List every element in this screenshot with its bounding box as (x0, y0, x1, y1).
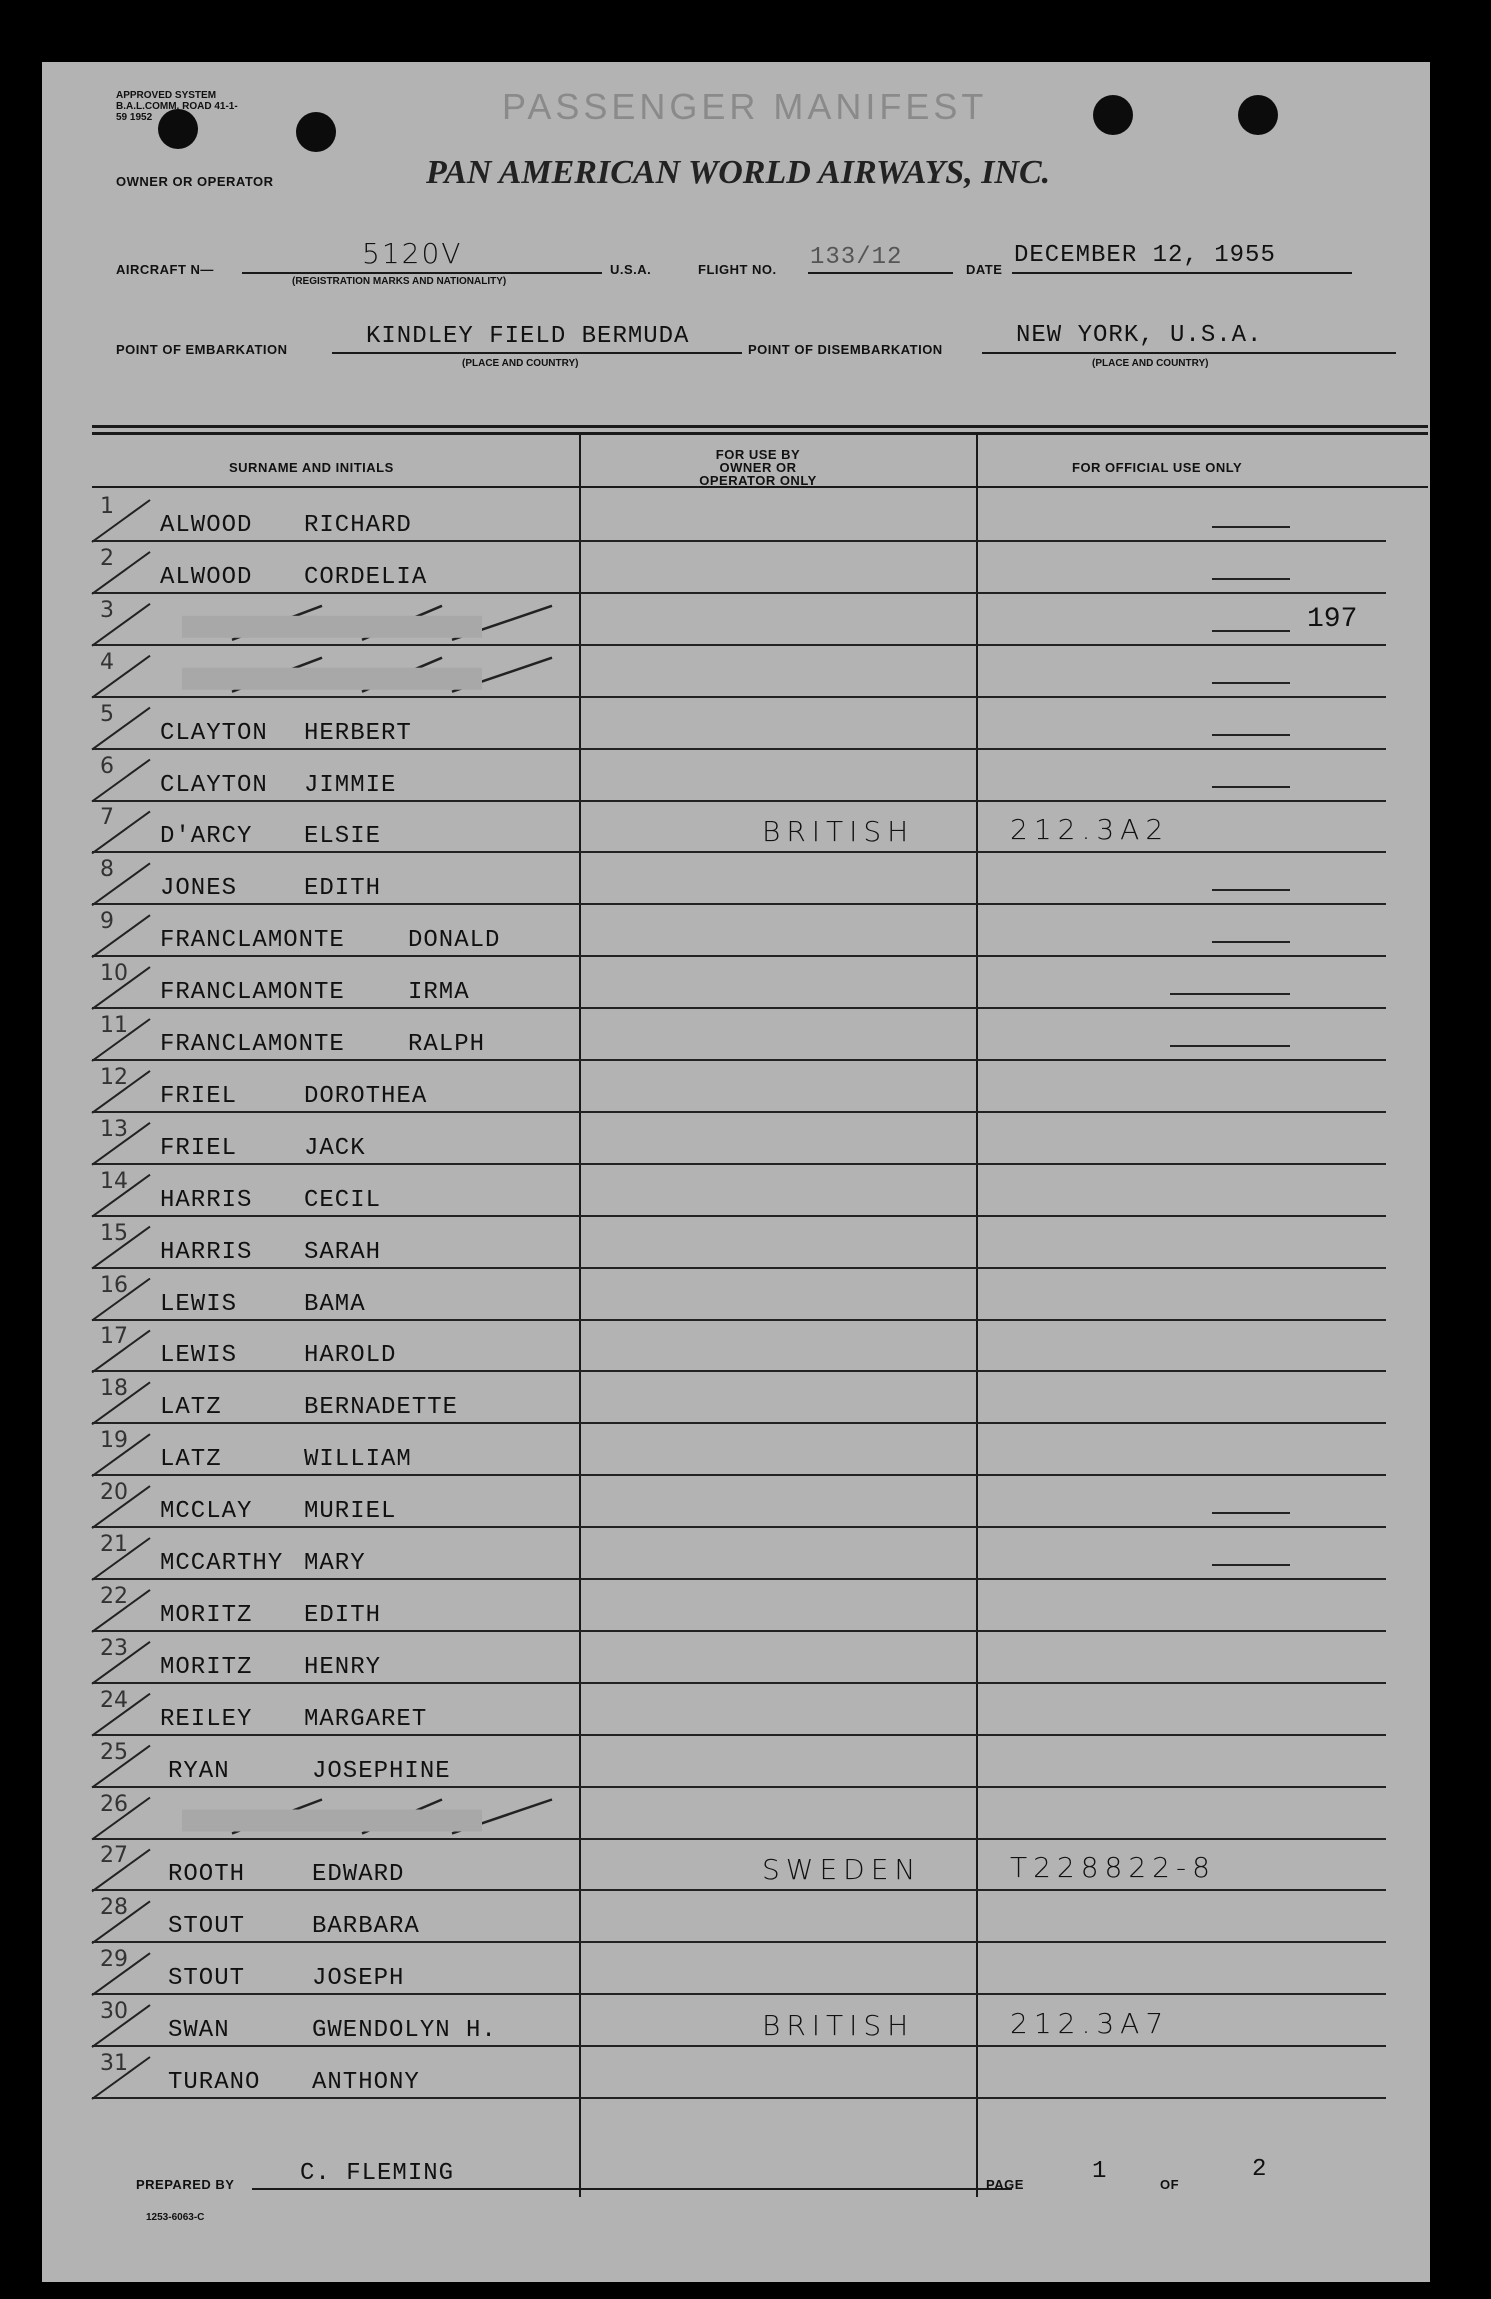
check-tick (92, 500, 150, 542)
check-tick (92, 1746, 150, 1788)
passenger-surname: SWAN (168, 2017, 230, 2045)
disembark-sublabel: (PLACE AND COUNTRY) (1092, 358, 1209, 369)
row-number: 20 (100, 1480, 128, 1506)
passenger-given-name: ELSIE (304, 823, 382, 851)
passenger-given-name: CECIL (304, 1186, 382, 1214)
airline-name: PAN AMERICAN WORLD AIRWAYS, INC. (426, 154, 1051, 191)
erased-entry (182, 616, 482, 638)
passenger-surname: HARRIS (160, 1186, 253, 1214)
check-tick (92, 1901, 150, 1943)
page-number: 1 (1092, 2158, 1108, 2185)
page-total: 2 (1252, 2156, 1268, 2183)
passenger-surname: HARRIS (160, 1238, 253, 1266)
passenger-surname: ALWOOD (160, 512, 253, 539)
date-label: DATE (966, 262, 1003, 277)
row-number: 10 (100, 961, 128, 987)
check-tick (92, 1849, 150, 1891)
aircraft-number: 5120V (362, 237, 463, 270)
embark-sublabel: (PLACE AND COUNTRY) (462, 358, 579, 369)
passenger-surname: STOUT (168, 1913, 246, 1941)
passenger-given-name: RICHARD (304, 512, 412, 539)
row-number: 14 (100, 1168, 128, 1194)
passenger-surname: FRANCLAMONTE (160, 927, 345, 955)
passenger-given-name: JOSEPH (312, 1965, 405, 1993)
erased-entry (182, 668, 482, 690)
passenger-given-name: GWENDOLYN H. (312, 2017, 497, 2045)
passenger-surname: MCCLAY (160, 1498, 253, 1526)
passenger-surname: STOUT (168, 1965, 246, 1993)
passenger-surname: D'ARCY (160, 823, 253, 851)
check-tick (92, 1123, 150, 1165)
passenger-given-name: ANTHONY (312, 2069, 420, 2096)
check-tick (92, 1382, 150, 1424)
row-number: 27 (100, 1843, 128, 1869)
passenger-surname: FRIEL (160, 1082, 238, 1110)
manifest-page (42, 62, 1430, 2282)
check-tick (92, 811, 150, 853)
check-tick (92, 1642, 150, 1684)
passenger-given-name: HERBERT (304, 719, 412, 747)
passenger-surname: MCCARTHY (160, 1550, 284, 1577)
check-tick (92, 1798, 150, 1840)
passenger-surname: CLAYTON (160, 771, 268, 799)
passenger-given-name: MARY (304, 1550, 366, 1577)
check-tick (92, 1953, 150, 1995)
nationality-entry: SWEDEN (762, 1853, 922, 1887)
row-number: 19 (100, 1428, 128, 1454)
row-number: 28 (100, 1895, 128, 1921)
passenger-given-name: DONALD (408, 927, 501, 955)
row-number: 4 (100, 649, 114, 675)
check-tick (92, 656, 150, 698)
approval-stamp: APPROVED SYSTEM B.A.L.COMM. ROAD 41-1-59 1952 (116, 90, 238, 123)
check-tick (92, 552, 150, 594)
row-number: 25 (100, 1739, 128, 1765)
nationality-entry: BRITISH (762, 815, 915, 849)
check-tick (92, 1330, 150, 1372)
passenger-given-name: CORDELIA (304, 563, 428, 591)
row-number: 30 (100, 1999, 128, 2025)
passenger-surname: FRANCLAMONTE (160, 1031, 345, 1058)
disembark-place: NEW YORK, U.S.A. (1016, 322, 1263, 349)
row-number: 12 (100, 1064, 128, 1090)
check-tick (92, 760, 150, 802)
row-number: 26 (100, 1791, 128, 1817)
official-entry: 212.3A2 (1010, 813, 1170, 847)
row-number: 7 (100, 805, 114, 831)
passenger-surname: JONES (160, 875, 238, 903)
passenger-given-name: RALPH (408, 1031, 486, 1058)
passenger-given-name: IRMA (408, 979, 470, 1007)
row-number: 23 (100, 1635, 128, 1661)
flight-date: DECEMBER 12, 1955 (1014, 242, 1276, 269)
passenger-surname: LATZ (160, 1446, 222, 1474)
passenger-given-name: JIMMIE (304, 771, 397, 799)
check-tick (92, 604, 150, 646)
passenger-surname: ALWOOD (160, 563, 253, 591)
flight-number: 133/12 (810, 244, 903, 271)
row-number: 3 (100, 597, 114, 623)
check-tick (92, 967, 150, 1009)
check-tick (92, 1019, 150, 1061)
passenger-given-name: HAROLD (304, 1342, 397, 1370)
check-tick (92, 1071, 150, 1113)
passenger-given-name: WILLIAM (304, 1446, 412, 1474)
aircraft-label: AIRCRAFT N— (116, 262, 214, 277)
passenger-surname: LEWIS (160, 1342, 238, 1370)
form-title: PASSENGER MANIFEST (502, 86, 988, 127)
row-number: 6 (100, 753, 114, 779)
check-tick (92, 1434, 150, 1476)
row-number: 13 (100, 1116, 128, 1142)
passenger-surname: FRANCLAMONTE (160, 979, 345, 1007)
passenger-surname: REILEY (160, 1705, 253, 1733)
check-tick (92, 708, 150, 750)
passenger-given-name: DOROTHEA (304, 1082, 428, 1110)
nationality-entry: BRITISH (762, 2009, 915, 2043)
passenger-given-name: BAMA (304, 1290, 366, 1318)
col-header-owner: FOR USE BY OWNER OR OPERATOR ONLY (699, 447, 817, 488)
passenger-surname: FRIEL (160, 1134, 238, 1162)
col-header-name: SURNAME AND INITIALS (229, 460, 394, 475)
erased-entry (182, 1810, 482, 1832)
form-number: 1253-6063-C (146, 2212, 205, 2223)
prepared-label: PREPARED BY (136, 2177, 235, 2192)
passenger-given-name: EDITH (304, 875, 382, 903)
row-number: 17 (100, 1324, 128, 1350)
passenger-given-name: HENRY (304, 1653, 382, 1681)
passenger-given-name: MURIEL (304, 1498, 397, 1526)
passenger-given-name: BARBARA (312, 1913, 420, 1941)
row-number: 8 (100, 857, 114, 883)
col-header-official: FOR OFFICIAL USE ONLY (1072, 460, 1243, 475)
check-tick (92, 1694, 150, 1736)
passenger-surname: ROOTH (168, 1861, 246, 1889)
usa-label: U.S.A. (610, 262, 652, 277)
passenger-surname: TURANO (168, 2069, 261, 2096)
flight-label: FLIGHT NO. (698, 262, 777, 277)
check-tick (92, 863, 150, 905)
strike-marks (42, 62, 1430, 2282)
check-tick (92, 1279, 150, 1321)
of-label: OF (1160, 2177, 1180, 2192)
passenger-given-name: MARGARET (304, 1705, 428, 1733)
passenger-surname: MORITZ (160, 1601, 253, 1629)
passenger-given-name: JACK (304, 1134, 366, 1162)
check-tick (92, 915, 150, 957)
row-number: 5 (100, 701, 114, 727)
row-number: 1 (100, 494, 114, 519)
passenger-given-name: EDWARD (312, 1861, 405, 1889)
check-tick (92, 1538, 150, 1580)
aircraft-sublabel: (REGISTRATION MARKS AND NATIONALITY) (292, 276, 507, 287)
passenger-given-name: SARAH (304, 1238, 382, 1266)
embark-place: KINDLEY FIELD BERMUDA (366, 323, 690, 350)
page-label: PAGE (986, 2177, 1024, 2192)
passenger-given-name: BERNADETTE (304, 1394, 459, 1422)
row-number: 31 (100, 2051, 128, 2076)
passenger-surname: MORITZ (160, 1653, 253, 1681)
margin-note: 197 (1307, 604, 1358, 635)
row-number: 9 (100, 909, 114, 935)
passenger-surname: LATZ (160, 1394, 222, 1422)
check-tick (92, 1486, 150, 1528)
row-number: 29 (100, 1947, 128, 1973)
passenger-given-name: EDITH (304, 1601, 382, 1629)
row-number: 11 (100, 1013, 128, 1038)
official-entry: 212.3A7 (1010, 2007, 1170, 2041)
check-tick (92, 2057, 150, 2099)
row-number: 15 (100, 1220, 128, 1246)
passenger-given-name: JOSEPHINE (312, 1757, 451, 1785)
embark-label: POINT OF EMBARKATION (116, 342, 288, 357)
row-number: 24 (100, 1687, 128, 1713)
row-number: 2 (100, 545, 114, 571)
passenger-surname: LEWIS (160, 1290, 238, 1318)
passenger-surname: CLAYTON (160, 719, 268, 747)
official-entry: T228822-8 (1010, 1851, 1216, 1885)
row-number: 22 (100, 1583, 128, 1609)
row-number: 16 (100, 1272, 128, 1298)
check-tick (92, 1590, 150, 1632)
owner-label: OWNER OR OPERATOR (116, 174, 274, 189)
row-number: 21 (100, 1532, 128, 1557)
prepared-by: C. FLEMING (300, 2160, 455, 2187)
passenger-surname: RYAN (168, 1757, 230, 1785)
check-tick (92, 2005, 150, 2047)
check-tick (92, 1175, 150, 1217)
row-number: 18 (100, 1376, 128, 1402)
check-tick (92, 1227, 150, 1269)
disembark-label: POINT OF DISEMBARKATION (748, 342, 943, 357)
